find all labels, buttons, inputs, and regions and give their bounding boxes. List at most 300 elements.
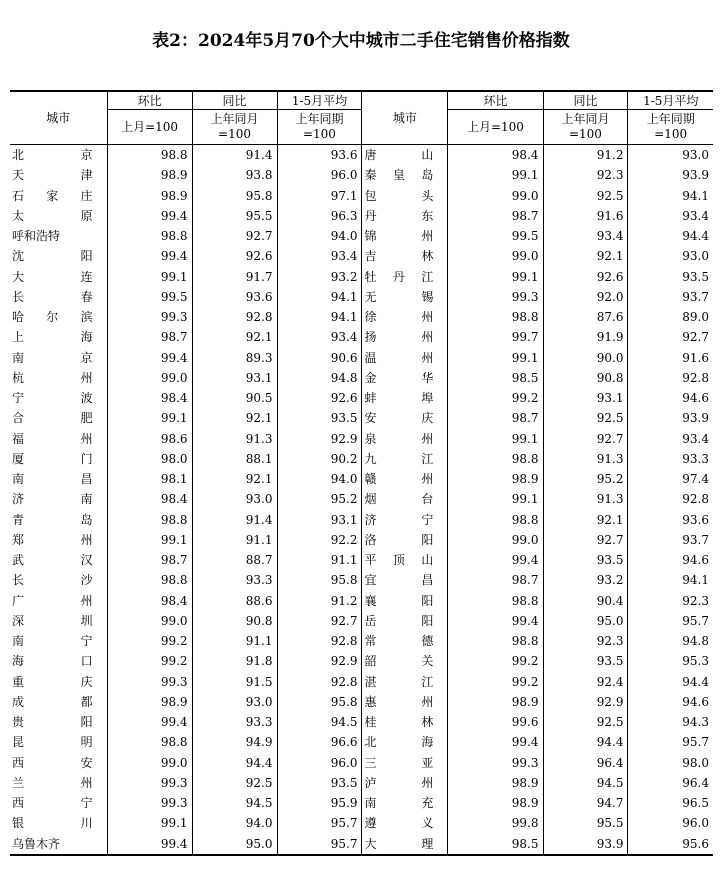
avg-value-cell-right: 93.7: [628, 530, 713, 550]
mom-value-cell-left: 99.4: [107, 206, 192, 226]
mom-value-cell-right: 98.7: [448, 206, 543, 226]
mom-value-cell-left: 98.8: [107, 510, 192, 530]
avg-column-header-right: 1-5月平均: [628, 91, 713, 110]
yoy-value-cell-right: 91.3: [543, 489, 628, 509]
yoy-value-cell-right: 93.4: [543, 226, 628, 246]
yoy-value-cell-right: 93.1: [543, 388, 628, 408]
avg-value-cell-right: 93.9: [628, 408, 713, 428]
city-name-cell-right: 襄阳: [362, 591, 448, 611]
yoy-value-cell-right: 91.6: [543, 206, 628, 226]
mom-value-cell-left: 99.4: [107, 834, 192, 855]
city-name-cell-left: 西宁: [10, 793, 107, 813]
yoy-value-cell-left: 95.5: [192, 206, 277, 226]
city-name-cell-right: 烟台: [362, 489, 448, 509]
yoy-value-cell-right: 91.9: [543, 327, 628, 347]
yoy-value-cell-left: 93.1: [192, 368, 277, 388]
city-name-cell-right: 唐山: [362, 145, 448, 166]
yoy-value-cell-left: 91.7: [192, 267, 277, 287]
yoy-value-cell-left: 92.1: [192, 327, 277, 347]
mom-value-cell-right: 98.8: [448, 449, 543, 469]
avg-value-cell-left: 94.0: [277, 469, 362, 489]
avg-value-cell-left: 92.9: [277, 651, 362, 671]
mom-value-cell-right: 99.2: [448, 388, 543, 408]
avg-value-cell-left: 92.6: [277, 388, 362, 408]
mom-value-cell-right: 98.9: [448, 692, 543, 712]
city-name-cell-right: 岳阳: [362, 611, 448, 631]
table-row: [10, 429, 713, 449]
yoy-value-cell-right: 92.7: [543, 530, 628, 550]
yoy-value-cell-left: 92.5: [192, 773, 277, 793]
yoy-value-cell-right: 92.1: [543, 510, 628, 530]
avg-value-cell-right: 94.6: [628, 388, 713, 408]
city-name-cell-left: 天津: [10, 165, 107, 185]
city-name-cell-right: 赣州: [362, 469, 448, 489]
city-name-cell-left: 沈阳: [10, 246, 107, 266]
city-name-cell-left: 南宁: [10, 631, 107, 651]
avg-value-cell-right: 94.6: [628, 692, 713, 712]
mom-value-cell-right: 99.4: [448, 732, 543, 752]
mom-value-cell-right: 98.8: [448, 307, 543, 327]
city-name-cell-left: 兰州: [10, 773, 107, 793]
yoy-value-cell-left: 88.6: [192, 591, 277, 611]
yoy-base-header-left: 上年同月=100: [192, 110, 277, 145]
avg-value-cell-right: 94.6: [628, 550, 713, 570]
city-name-cell-left: 重庆: [10, 672, 107, 692]
yoy-value-cell-left: 90.5: [192, 388, 277, 408]
yoy-value-cell-right: 92.9: [543, 692, 628, 712]
city-name-cell-right: 大理: [362, 834, 448, 855]
avg-value-cell-left: 95.8: [277, 570, 362, 590]
mom-value-cell-right: 99.1: [448, 165, 543, 185]
table-header: [10, 91, 713, 145]
avg-value-cell-right: 93.5: [628, 267, 713, 287]
yoy-value-cell-right: 94.7: [543, 793, 628, 813]
avg-value-cell-right: 94.1: [628, 570, 713, 590]
yoy-value-cell-right: 91.2: [543, 145, 628, 166]
city-name-cell-left: 青岛: [10, 510, 107, 530]
avg-value-cell-left: 91.1: [277, 550, 362, 570]
table-row: [10, 510, 713, 530]
mom-column-header-left: 环比: [107, 91, 192, 110]
avg-value-cell-right: 93.0: [628, 246, 713, 266]
city-name-cell-right: 济宁: [362, 510, 448, 530]
yoy-value-cell-left: 89.3: [192, 348, 277, 368]
yoy-value-cell-right: 94.4: [543, 732, 628, 752]
mom-value-cell-right: 99.0: [448, 186, 543, 206]
table-row: [10, 611, 713, 631]
mom-value-cell-left: 98.1: [107, 469, 192, 489]
avg-value-cell-left: 97.1: [277, 186, 362, 206]
table-row: [10, 834, 713, 855]
avg-value-cell-left: 95.9: [277, 793, 362, 813]
yoy-value-cell-left: 91.1: [192, 530, 277, 550]
avg-value-cell-left: 92.8: [277, 631, 362, 651]
table-row: [10, 793, 713, 813]
table-row: [10, 672, 713, 692]
yoy-value-cell-right: 95.0: [543, 611, 628, 631]
yoy-value-cell-left: 92.6: [192, 246, 277, 266]
avg-value-cell-left: 93.4: [277, 327, 362, 347]
avg-value-cell-right: 95.6: [628, 834, 713, 855]
yoy-value-cell-left: 90.8: [192, 611, 277, 631]
avg-value-cell-right: 89.0: [628, 307, 713, 327]
city-name-cell-right: 惠州: [362, 692, 448, 712]
city-name-cell-left: 哈尔滨: [10, 307, 107, 327]
city-name-cell-left: 贵阳: [10, 712, 107, 732]
city-name-cell-right: 牡丹江: [362, 267, 448, 287]
avg-value-cell-right: 93.7: [628, 287, 713, 307]
city-name-cell-left: 合肥: [10, 408, 107, 428]
mom-value-cell-left: 99.3: [107, 773, 192, 793]
mom-value-cell-left: 99.4: [107, 712, 192, 732]
mom-value-cell-right: 99.1: [448, 348, 543, 368]
city-name-cell-right: 洛阳: [362, 530, 448, 550]
avg-value-cell-left: 95.8: [277, 692, 362, 712]
city-name-cell-left: 杭州: [10, 368, 107, 388]
yoy-value-cell-right: 90.0: [543, 348, 628, 368]
yoy-value-cell-right: 92.5: [543, 186, 628, 206]
avg-value-cell-left: 93.5: [277, 773, 362, 793]
city-name-cell-left: 石家庄: [10, 186, 107, 206]
avg-value-cell-right: 93.9: [628, 165, 713, 185]
table-row: [10, 186, 713, 206]
avg-value-cell-left: 93.1: [277, 510, 362, 530]
yoy-value-cell-right: 92.5: [543, 408, 628, 428]
mom-value-cell-left: 98.4: [107, 591, 192, 611]
yoy-value-cell-left: 91.4: [192, 145, 277, 166]
mom-value-cell-left: 98.7: [107, 327, 192, 347]
avg-value-cell-right: 93.3: [628, 449, 713, 469]
avg-value-cell-left: 93.4: [277, 246, 362, 266]
city-name-cell-left: 呼和浩特: [10, 226, 107, 246]
yoy-value-cell-left: 94.0: [192, 813, 277, 833]
city-name-cell-right: 南充: [362, 793, 448, 813]
avg-value-cell-left: 92.8: [277, 672, 362, 692]
avg-value-cell-left: 95.7: [277, 834, 362, 855]
avg-value-cell-right: 95.7: [628, 732, 713, 752]
city-name-cell-right: 蚌埠: [362, 388, 448, 408]
mom-value-cell-right: 99.1: [448, 489, 543, 509]
mom-value-cell-left: 99.1: [107, 408, 192, 428]
city-name-cell-left: 银川: [10, 813, 107, 833]
mom-value-cell-right: 99.8: [448, 813, 543, 833]
table-row: [10, 570, 713, 590]
table-row: [10, 388, 713, 408]
mom-value-cell-right: 99.3: [448, 753, 543, 773]
mom-value-cell-right: 99.0: [448, 530, 543, 550]
city-name-cell-right: 温州: [362, 348, 448, 368]
mom-value-cell-right: 98.4: [448, 145, 543, 166]
avg-value-cell-right: 91.6: [628, 348, 713, 368]
avg-value-cell-right: 93.6: [628, 510, 713, 530]
table-row: [10, 631, 713, 651]
city-name-cell-left: 长春: [10, 287, 107, 307]
mom-value-cell-left: 98.4: [107, 489, 192, 509]
mom-value-cell-left: 98.9: [107, 692, 192, 712]
city-name-cell-left: 上海: [10, 327, 107, 347]
mom-value-cell-left: 98.9: [107, 186, 192, 206]
yoy-value-cell-left: 91.1: [192, 631, 277, 651]
yoy-value-cell-left: 95.8: [192, 186, 277, 206]
mom-value-cell-right: 98.9: [448, 773, 543, 793]
mom-value-cell-left: 98.8: [107, 145, 192, 166]
table-row: [10, 530, 713, 550]
city-name-cell-right: 平顶山: [362, 550, 448, 570]
yoy-value-cell-right: 92.0: [543, 287, 628, 307]
mom-value-cell-right: 98.8: [448, 631, 543, 651]
yoy-value-cell-right: 92.3: [543, 631, 628, 651]
avg-value-cell-right: 95.3: [628, 651, 713, 671]
table-row: [10, 368, 713, 388]
table-row: [10, 287, 713, 307]
city-name-cell-left: 宁波: [10, 388, 107, 408]
table-row: [10, 226, 713, 246]
yoy-value-cell-left: 93.0: [192, 489, 277, 509]
mom-value-cell-right: 99.6: [448, 712, 543, 732]
mom-value-cell-left: 99.1: [107, 267, 192, 287]
avg-value-cell-right: 92.3: [628, 591, 713, 611]
avg-base-header-right: 上年同期=100: [628, 110, 713, 145]
yoy-value-cell-left: 91.4: [192, 510, 277, 530]
city-name-cell-left: 西安: [10, 753, 107, 773]
yoy-value-cell-right: 93.9: [543, 834, 628, 855]
table-row: [10, 449, 713, 469]
avg-value-cell-left: 92.7: [277, 611, 362, 631]
avg-value-cell-right: 96.5: [628, 793, 713, 813]
yoy-value-cell-right: 92.5: [543, 712, 628, 732]
table-row: [10, 165, 713, 185]
table-row: [10, 692, 713, 712]
city-name-cell-left: 厦门: [10, 449, 107, 469]
mom-value-cell-left: 99.0: [107, 753, 192, 773]
city-name-cell-right: 三亚: [362, 753, 448, 773]
yoy-value-cell-left: 92.7: [192, 226, 277, 246]
mom-value-cell-right: 99.7: [448, 327, 543, 347]
city-name-cell-right: 北海: [362, 732, 448, 752]
mom-value-cell-left: 99.4: [107, 246, 192, 266]
mom-value-cell-right: 99.0: [448, 246, 543, 266]
city-name-cell-right: 扬州: [362, 327, 448, 347]
yoy-value-cell-right: 93.5: [543, 550, 628, 570]
avg-value-cell-right: 93.4: [628, 206, 713, 226]
mom-value-cell-left: 98.0: [107, 449, 192, 469]
avg-value-cell-left: 94.8: [277, 368, 362, 388]
city-name-cell-left: 长沙: [10, 570, 107, 590]
avg-value-cell-left: 92.2: [277, 530, 362, 550]
yoy-value-cell-right: 95.5: [543, 813, 628, 833]
table-row: [10, 246, 713, 266]
avg-value-cell-left: 93.2: [277, 267, 362, 287]
table-row: [10, 773, 713, 793]
city-name-cell-left: 广州: [10, 591, 107, 611]
avg-value-cell-right: 94.4: [628, 672, 713, 692]
yoy-value-cell-right: 92.1: [543, 246, 628, 266]
avg-value-cell-right: 96.4: [628, 773, 713, 793]
mom-value-cell-right: 98.8: [448, 510, 543, 530]
mom-value-cell-left: 98.6: [107, 429, 192, 449]
table-row: [10, 327, 713, 347]
city-name-cell-right: 徐州: [362, 307, 448, 327]
yoy-value-cell-right: 91.3: [543, 449, 628, 469]
avg-value-cell-left: 96.3: [277, 206, 362, 226]
yoy-value-cell-right: 92.3: [543, 165, 628, 185]
mom-value-cell-right: 99.5: [448, 226, 543, 246]
yoy-value-cell-left: 92.1: [192, 408, 277, 428]
table-row: [10, 469, 713, 489]
yoy-value-cell-right: 92.6: [543, 267, 628, 287]
city-name-cell-left: 福州: [10, 429, 107, 449]
city-name-cell-left: 济南: [10, 489, 107, 509]
avg-column-header-left: 1-5月平均: [277, 91, 362, 110]
yoy-value-cell-left: 91.3: [192, 429, 277, 449]
city-name-cell-left: 大连: [10, 267, 107, 287]
city-name-cell-right: 常德: [362, 631, 448, 651]
mom-value-cell-left: 99.3: [107, 793, 192, 813]
avg-value-cell-right: 93.0: [628, 145, 713, 166]
city-name-cell-right: 吉林: [362, 246, 448, 266]
yoy-value-cell-left: 88.1: [192, 449, 277, 469]
avg-value-cell-right: 96.0: [628, 813, 713, 833]
city-name-cell-left: 太原: [10, 206, 107, 226]
yoy-value-cell-left: 92.8: [192, 307, 277, 327]
mom-value-cell-left: 98.8: [107, 226, 192, 246]
mom-value-cell-right: 99.1: [448, 429, 543, 449]
city-name-cell-left: 郑州: [10, 530, 107, 550]
mom-value-cell-left: 98.8: [107, 732, 192, 752]
mom-value-cell-left: 99.0: [107, 368, 192, 388]
table-title: 表2：2024年5月70个大中城市二手住宅销售价格指数: [152, 31, 570, 51]
mom-base-header-right: 上月=100: [448, 110, 543, 145]
yoy-value-cell-left: 93.8: [192, 165, 277, 185]
yoy-value-cell-left: 92.1: [192, 469, 277, 489]
yoy-value-cell-right: 90.4: [543, 591, 628, 611]
mom-value-cell-right: 99.1: [448, 267, 543, 287]
mom-value-cell-left: 99.4: [107, 348, 192, 368]
city-name-cell-right: 泉州: [362, 429, 448, 449]
yoy-value-cell-left: 93.3: [192, 712, 277, 732]
mom-value-cell-left: 99.2: [107, 651, 192, 671]
city-name-cell-left: 成都: [10, 692, 107, 712]
table-row: [10, 591, 713, 611]
avg-value-cell-left: 94.5: [277, 712, 362, 732]
city-name-cell-right: 桂林: [362, 712, 448, 732]
mom-value-cell-right: 99.3: [448, 287, 543, 307]
yoy-value-cell-right: 92.7: [543, 429, 628, 449]
avg-value-cell-left: 95.7: [277, 813, 362, 833]
city-name-cell-right: 湛江: [362, 672, 448, 692]
yoy-value-cell-right: 87.6: [543, 307, 628, 327]
table-body: [10, 145, 713, 855]
mom-value-cell-right: 98.7: [448, 408, 543, 428]
yoy-value-cell-left: 93.0: [192, 692, 277, 712]
yoy-base-header-right: 上年同月=100: [543, 110, 628, 145]
yoy-value-cell-left: 94.5: [192, 793, 277, 813]
mom-value-cell-left: 99.5: [107, 287, 192, 307]
price-index-table: [10, 90, 713, 856]
avg-value-cell-right: 97.4: [628, 469, 713, 489]
city-name-cell-left: 乌鲁木齐: [10, 834, 107, 855]
avg-value-cell-left: 93.5: [277, 408, 362, 428]
city-name-cell-right: 韶关: [362, 651, 448, 671]
mom-value-cell-left: 98.9: [107, 165, 192, 185]
mom-value-cell-left: 99.0: [107, 611, 192, 631]
city-name-cell-right: 金华: [362, 368, 448, 388]
mom-value-cell-right: 99.4: [448, 550, 543, 570]
city-name-cell-right: 秦皇岛: [362, 165, 448, 185]
avg-base-header-left: 上年同期=100: [277, 110, 362, 145]
mom-value-cell-left: 99.3: [107, 672, 192, 692]
yoy-value-cell-right: 96.4: [543, 753, 628, 773]
mom-value-cell-right: 98.5: [448, 834, 543, 855]
yoy-column-header-left: 同比: [192, 91, 277, 110]
avg-value-cell-right: 93.4: [628, 429, 713, 449]
table-row: [10, 732, 713, 752]
avg-value-cell-right: 94.3: [628, 712, 713, 732]
table-row: [10, 307, 713, 327]
table-row: [10, 550, 713, 570]
avg-value-cell-right: 94.4: [628, 226, 713, 246]
mom-value-cell-right: 98.9: [448, 469, 543, 489]
avg-value-cell-left: 93.6: [277, 145, 362, 166]
table-row: [10, 651, 713, 671]
yoy-value-cell-left: 91.5: [192, 672, 277, 692]
yoy-value-cell-right: 93.2: [543, 570, 628, 590]
table-row: [10, 489, 713, 509]
avg-value-cell-left: 96.0: [277, 165, 362, 185]
avg-value-cell-right: 98.0: [628, 753, 713, 773]
yoy-value-cell-left: 91.8: [192, 651, 277, 671]
mom-value-cell-right: 98.8: [448, 591, 543, 611]
mom-value-cell-left: 99.1: [107, 813, 192, 833]
avg-value-cell-left: 96.0: [277, 753, 362, 773]
table-row: [10, 206, 713, 226]
avg-value-cell-right: 92.8: [628, 489, 713, 509]
yoy-value-cell-left: 94.9: [192, 732, 277, 752]
avg-value-cell-left: 94.1: [277, 287, 362, 307]
city-name-cell-right: 安庆: [362, 408, 448, 428]
city-name-cell-left: 海口: [10, 651, 107, 671]
city-column-header-left: 城市: [10, 91, 107, 145]
yoy-value-cell-left: 93.3: [192, 570, 277, 590]
yoy-value-cell-left: 88.7: [192, 550, 277, 570]
table-row: [10, 348, 713, 368]
yoy-value-cell-right: 93.5: [543, 651, 628, 671]
city-name-cell-left: 南京: [10, 348, 107, 368]
table-row: [10, 408, 713, 428]
mom-value-cell-right: 99.2: [448, 672, 543, 692]
city-name-cell-left: 深圳: [10, 611, 107, 631]
avg-value-cell-right: 95.7: [628, 611, 713, 631]
mom-value-cell-left: 98.7: [107, 550, 192, 570]
avg-value-cell-right: 92.7: [628, 327, 713, 347]
table-row: [10, 145, 713, 166]
avg-value-cell-left: 90.6: [277, 348, 362, 368]
city-name-cell-right: 丹东: [362, 206, 448, 226]
mom-value-cell-right: 98.5: [448, 368, 543, 388]
city-name-cell-left: 武汉: [10, 550, 107, 570]
table-row: [10, 813, 713, 833]
city-name-cell-right: 宜昌: [362, 570, 448, 590]
mom-value-cell-left: 98.4: [107, 388, 192, 408]
mom-value-cell-right: 99.2: [448, 651, 543, 671]
avg-value-cell-right: 94.8: [628, 631, 713, 651]
city-name-cell-right: 锦州: [362, 226, 448, 246]
table-row: [10, 753, 713, 773]
yoy-value-cell-right: 94.5: [543, 773, 628, 793]
city-name-cell-right: 泸州: [362, 773, 448, 793]
yoy-value-cell-left: 93.6: [192, 287, 277, 307]
city-column-header-right: 城市: [362, 91, 448, 145]
